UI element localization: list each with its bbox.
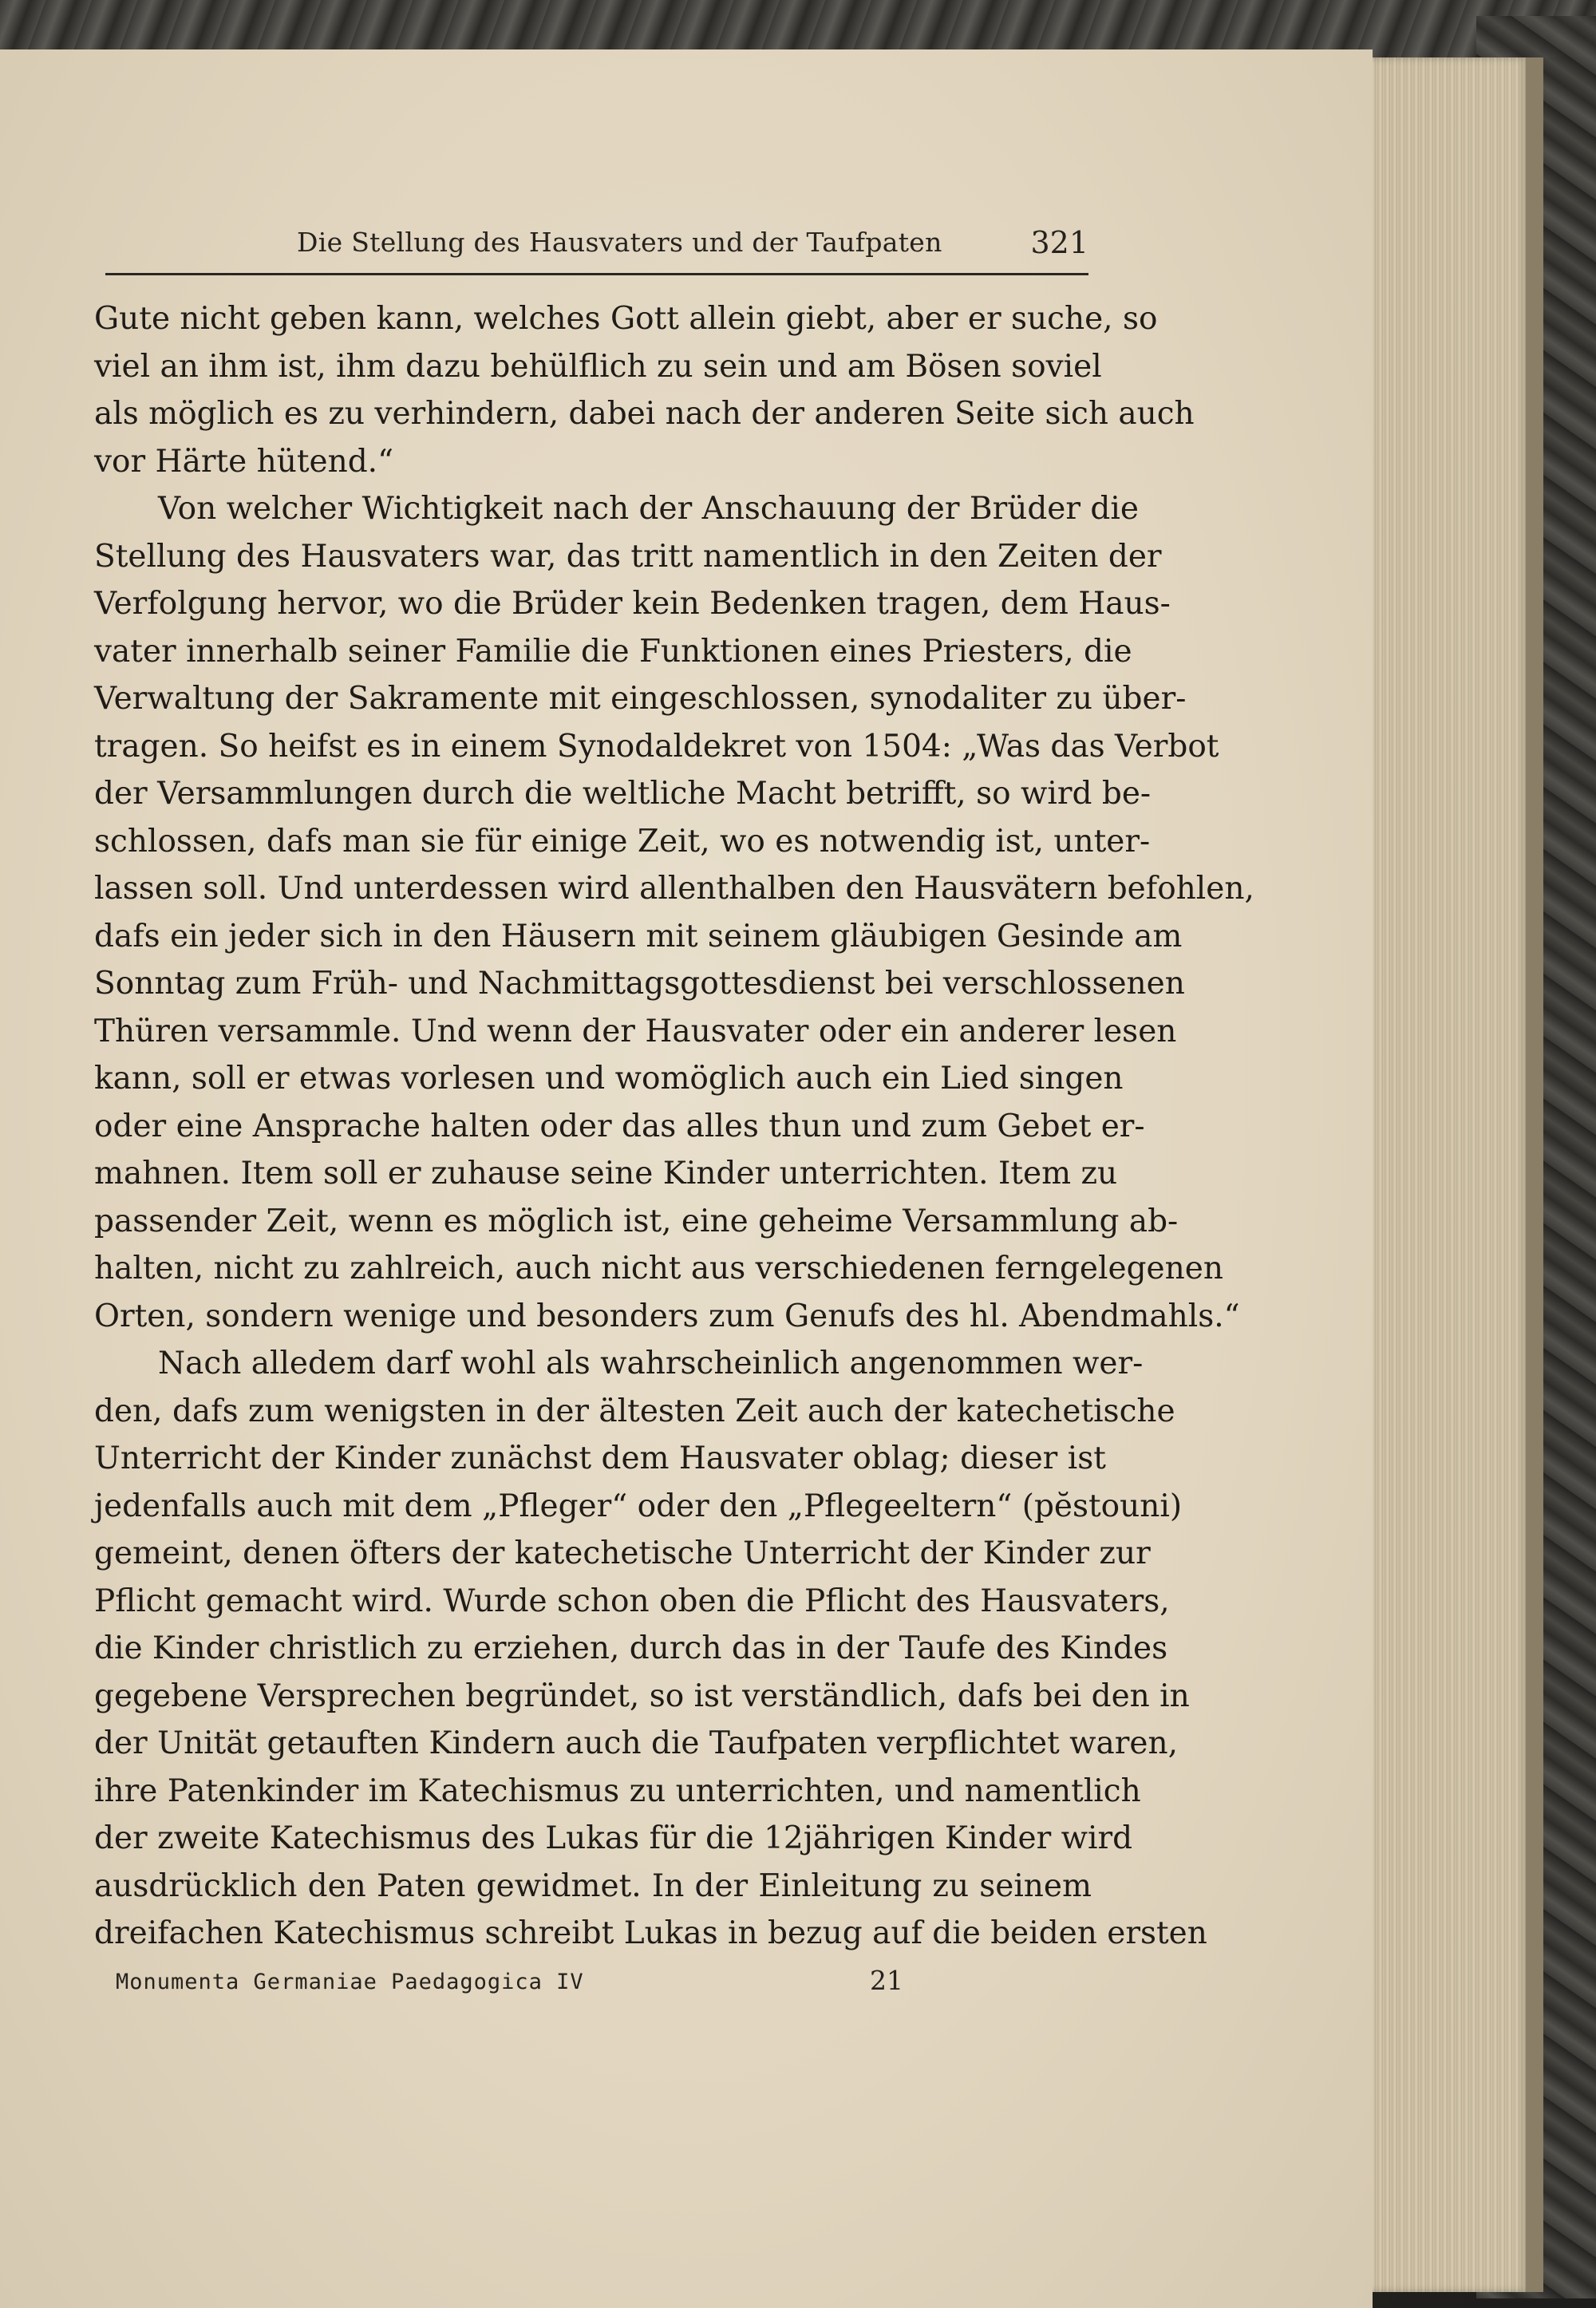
text-line: dafs ein jeder sich in den Häusern mit seinem gläubigen Gesinde am xyxy=(94,918,1183,954)
text-line: Sonntag zum Früh- und Nachmittagsgottesdienst bei verschlossenen xyxy=(94,966,1185,1002)
text-line: Von welcher Wichtigkeit nach der Anschauung der Brüder die xyxy=(158,491,1139,527)
body-text xyxy=(94,295,1254,1958)
text-line: Nach alledem darf wohl als wahrscheinlich angenommen wer- xyxy=(158,1346,1144,1381)
text-line: Stellung des Hausvaters war, das tritt namentlich in den Zeiten der xyxy=(94,538,1162,575)
text-line: Thüren versammle. Und wenn der Hausvater oder ein anderer lesen xyxy=(94,1013,1177,1049)
text-line: tragen. So heifst es in einem Synodaldekret von 1504: „Was das Verbot xyxy=(94,728,1219,765)
text-line: der Unität getauften Kindern auch die Taufpaten verpflichtet waren, xyxy=(94,1725,1179,1761)
text-line: oder eine Ansprache halten oder das alles thun und zum Gebet er- xyxy=(94,1108,1145,1144)
text-line: den, dafs zum wenigsten in der ältesten Zeit auch der katechetische xyxy=(94,1393,1175,1429)
text-line: als möglich es zu verhindern, dabei nach der anderen Seite sich auch xyxy=(94,396,1195,432)
running-head xyxy=(105,225,1088,275)
text-line: Unterricht der Kinder zunächst dem Hausvater oblag; dieser ist xyxy=(94,1441,1106,1476)
text-line: der Versammlungen durch die weltliche Macht betrifft, so wird be- xyxy=(94,776,1152,812)
text-line: vater innerhalb seiner Familie die Funktionen eines Priesters, die xyxy=(94,633,1132,670)
footer-series-title: Monumenta Germaniae Paedagogica IV xyxy=(116,1970,584,1994)
text-line: vor Härte hütend.“ xyxy=(94,443,394,480)
text-line: kann, soll er etwas vorlesen und womöglich auch ein Lied singen xyxy=(94,1061,1124,1097)
text-line: ausdrücklich den Paten gewidmet. In der Einleitung zu seinem xyxy=(94,1867,1092,1904)
paragraph xyxy=(94,295,1195,485)
signature-mark: 21 xyxy=(870,1965,903,1996)
page-edges xyxy=(1361,57,1529,2292)
text-line: Gute nicht geben kann, welches Gott allein giebt, aber er suche, so xyxy=(94,301,1158,337)
text-line: schlossen, dafs man sie für einige Zeit, wo es notwendig ist, unter- xyxy=(94,823,1151,860)
page-edge-shadow xyxy=(1526,57,1543,2292)
running-title: Die Stellung des Hausvaters und der Taufpaten xyxy=(297,227,942,258)
text-line: ihre Patenkinder im Katechismus zu unterrichten, und namentlich xyxy=(94,1772,1141,1809)
paragraph xyxy=(94,485,1254,1340)
text-line: lassen soll. Und unterdessen wird allenthalben den Hausvätern befohlen, xyxy=(94,871,1254,907)
text-line: viel an ihm ist, ihm dazu behülflich zu sein und am Bösen soviel xyxy=(94,348,1102,385)
text-line: mahnen. Item soll er zuhause seine Kinder unterrichten. Item zu xyxy=(94,1156,1118,1192)
text-line: jedenfalls auch mit dem „Pfleger“ oder den „Pflegeeltern“ (pĕstouni) xyxy=(94,1488,1183,1524)
text-line: der zweite Katechismus des Lukas für die 12jährigen Kinder wird xyxy=(94,1820,1133,1856)
text-line: Pflicht gemacht wird. Wurde schon oben die Pflicht des Hausvaters, xyxy=(94,1583,1170,1619)
text-line: passender Zeit, wenn es möglich ist, eine geheime Versammlung ab- xyxy=(94,1203,1179,1239)
text-line: Orten, sondern wenige und besonders zum Genufs des hl. Abendmahls.“ xyxy=(94,1298,1240,1334)
page-footer xyxy=(116,1965,914,2010)
text-line: Verfolgung hervor, wo die Brüder kein Bedenken tragen, dem Haus- xyxy=(94,586,1171,622)
text-line: dreifachen Katechismus schreibt Lukas in bezug auf die beiden ersten xyxy=(94,1915,1207,1951)
text-line: gegebene Versprechen begründet, so ist verständlich, dafs bei den in xyxy=(94,1678,1190,1714)
text-line: die Kinder christlich zu erziehen, durch das in der Taufe des Kindes xyxy=(94,1630,1168,1666)
text-line: halten, nicht zu zahlreich, auch nicht aus verschiedenen ferngelegenen xyxy=(94,1251,1223,1286)
text-line: gemeint, denen öfters der katechetische Unterricht der Kinder zur xyxy=(94,1535,1151,1571)
paragraph xyxy=(94,1340,1207,1958)
page-number: 321 xyxy=(1030,225,1088,260)
text-line: Verwaltung der Sakramente mit eingeschlossen, synodaliter zu über- xyxy=(94,681,1187,717)
